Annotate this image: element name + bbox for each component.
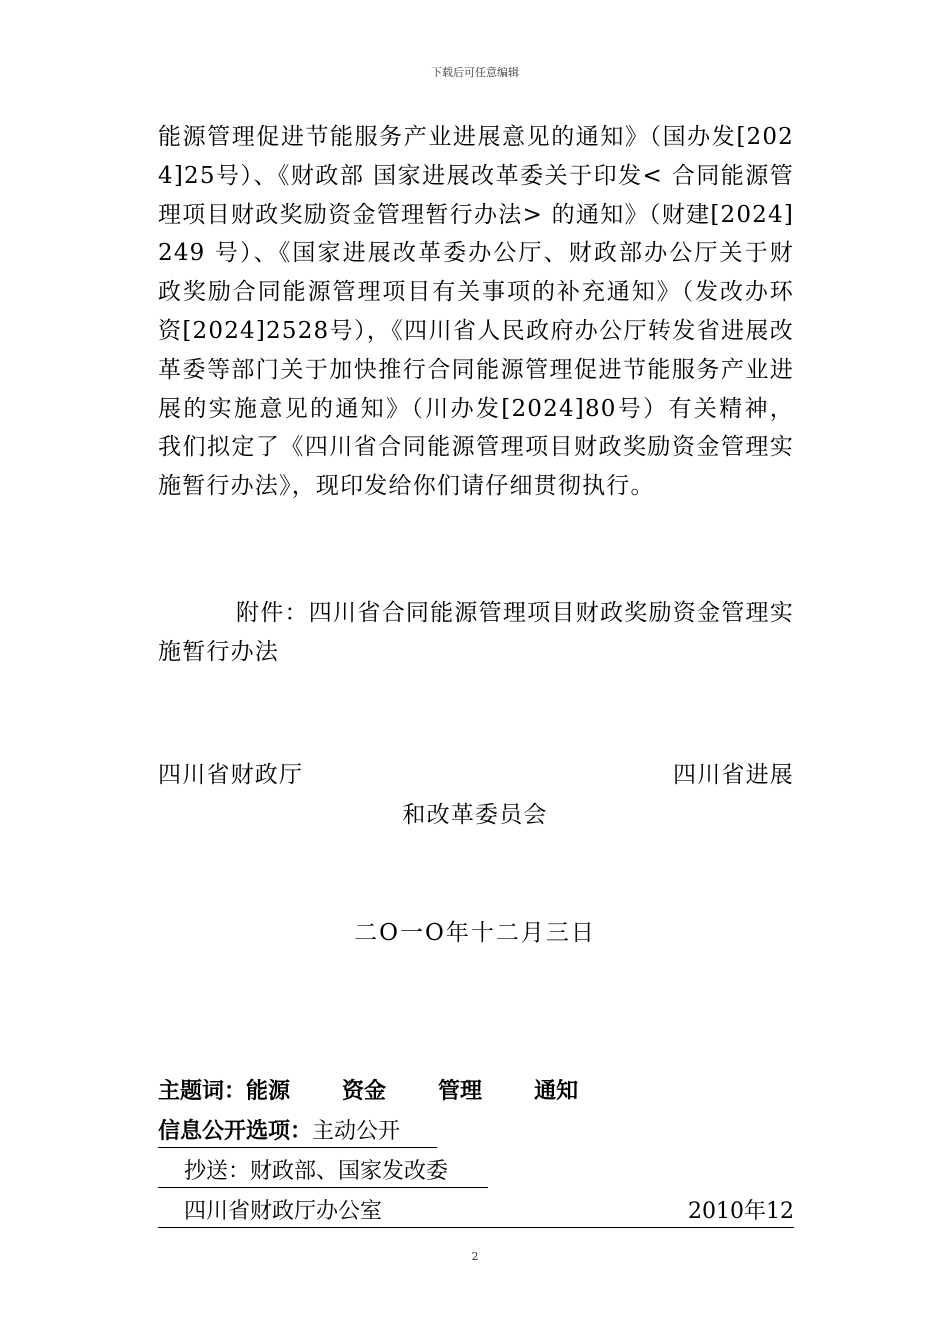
- keyword: 资金: [342, 1079, 387, 1104]
- disclosure-value: 主动公开: [312, 1119, 401, 1144]
- keyword: 管理: [438, 1079, 483, 1104]
- issuer-line: [158, 1194, 794, 1228]
- cc-line: 抄送：财政部、国家发改委: [158, 1154, 488, 1188]
- attachment-note: 附件：四川省合同能源管理项目财政奖励资金管理实施暂行办法: [158, 600, 794, 665]
- issue-date: 二O一O年十二月三日: [354, 920, 596, 946]
- page-number: 2: [471, 1250, 479, 1263]
- disclosure-label: 信息公开选项：: [158, 1119, 313, 1144]
- signature-development-commission-cont: 和改革委员会: [402, 802, 548, 828]
- signature-finance-dept: 四川省财政厅: [158, 762, 304, 788]
- issuer-date: 2010年12: [688, 1199, 794, 1224]
- disclosure-option: [158, 1114, 437, 1148]
- body-paragraph: 能源管理促进节能服务产业进展意见的通知》（国办发[2024]25号）、《财政部 国家进展改革委关于印发< 合同能源管理项目财政奖励资金管理暂行办法> 的通知》（财建[2024]249 号）、《国家进展改革委办公厅、财政部办公厅关于财政奖励合同能源管理项目有关事项的补充通知》（发改办环资[2024]2528号），《四川省人民政府办公厅转发省进展改革委等部门关于加快推行合同能源管理促进节能服务产业进展的实施意见的通知》（川办发[2024]80号）有关精神，我们拟定了《四川省合同能源管理项目财政奖励资金管理实施暂行办法》，现印发给你们请仔细贯彻执行。: [158, 124, 794, 500]
- subject-keywords: [158, 1074, 630, 1105]
- keywords-label: 主题词：: [158, 1079, 247, 1104]
- keyword: 能源: [246, 1079, 291, 1104]
- signature-development-commission: 四川省进展: [673, 762, 794, 788]
- issuer-name: 四川省财政厅办公室: [184, 1199, 383, 1224]
- keyword: 通知: [534, 1079, 579, 1104]
- page-header: 下载后可任意编辑: [431, 66, 519, 79]
